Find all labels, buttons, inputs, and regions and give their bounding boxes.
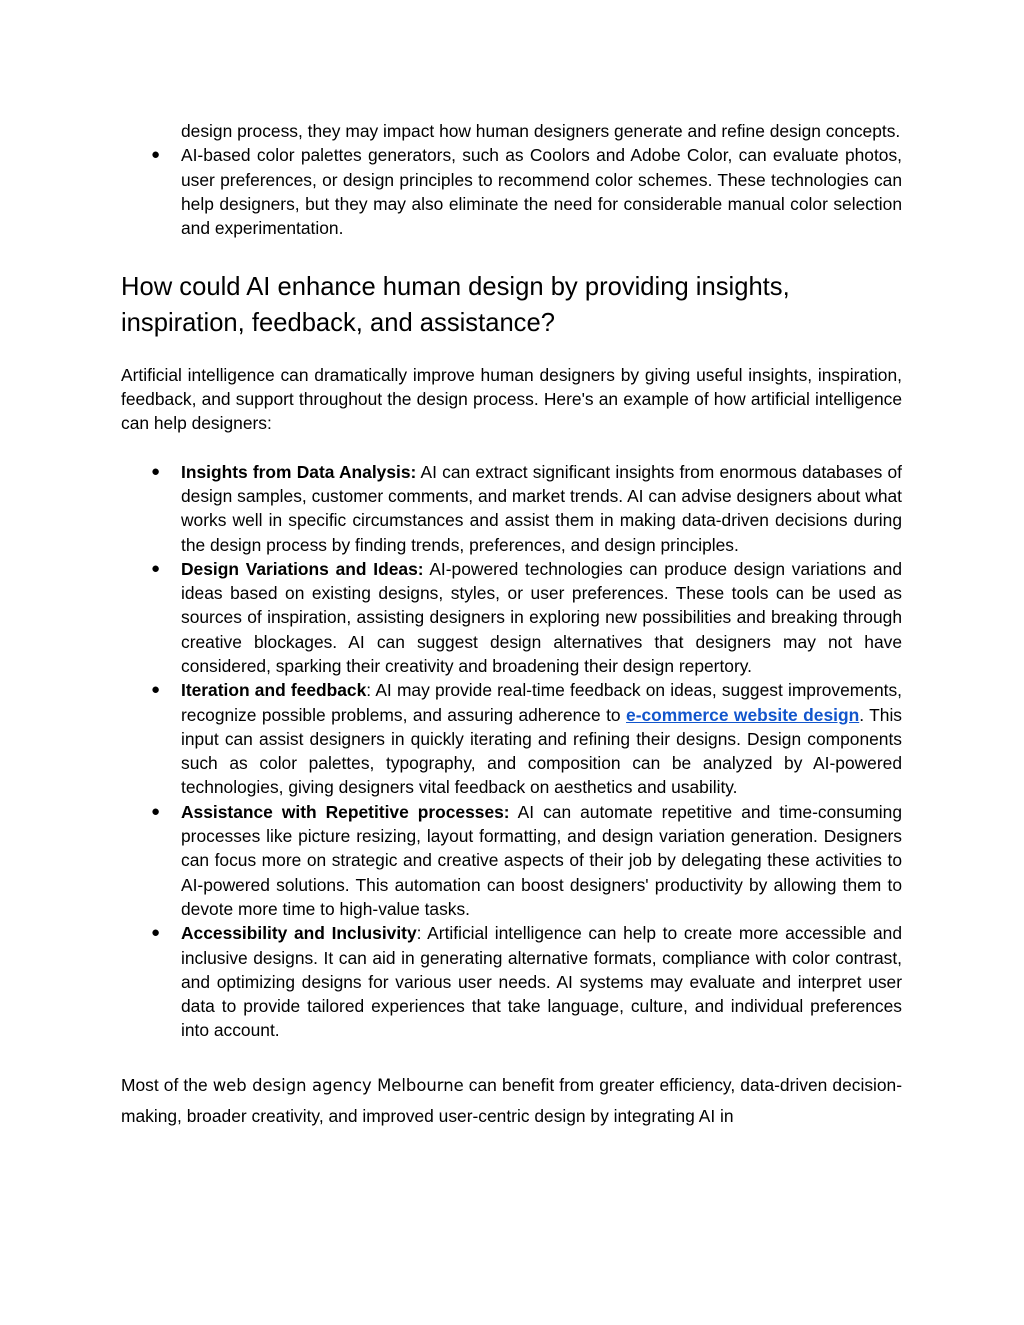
page-content bbox=[121, 119, 902, 1132]
bullet-icon: ● bbox=[151, 146, 161, 164]
item-title: Iteration and feedback bbox=[181, 680, 367, 701]
item-body-continued: . This input can assist designers in quickly iterating and refining their designs. Design components such as color palettes, typography, and composition can be analyzed by AI-powered technologies, giving designers vital feedback on aesthetics and usability. bbox=[181, 704, 903, 798]
list-item-accessibility bbox=[121, 921, 902, 1042]
item-body: AI can extract significant insights from enormous databases of design samples, customer comments, and market trends. AI can advise designers about what works well in specific circumstances and assist them in making data-driven decisions during the design process by finding trends, preferences, and design principles. bbox=[181, 461, 902, 555]
bullet-icon: ● bbox=[151, 559, 161, 577]
continuation-text: design process, they may impact how human designers generate and refine design concepts. bbox=[181, 121, 901, 141]
first-bullet-list bbox=[121, 143, 902, 240]
list-item bbox=[121, 143, 902, 240]
bullet-icon: ● bbox=[151, 802, 161, 820]
item-title: Design Variations and Ideas: bbox=[181, 558, 424, 579]
closing-text-end: can benefit from greater efficiency, data-driven decision-making, broader creativity, and improved user-centric design by integrating AI in bbox=[121, 1074, 903, 1126]
list-item-iteration bbox=[121, 678, 902, 799]
item-body: AI can automate repetitive and time-consuming processes like picture resizing, layout formatting, and design variation generation. Designers can focus more on strategic and creative aspects of their job by delegating these activities to AI-powered solutions. This automation can boost designers' productivity by allowing them to devote more time to high-value tasks. bbox=[181, 801, 902, 919]
item-body: : AI may provide real-time feedback on ideas, suggest improvements, recognize possible problems, and assuring adherence to bbox=[181, 680, 902, 725]
bullet-icon: ● bbox=[151, 681, 161, 699]
item-body: AI-powered technologies can produce design variations and ideas based on existing designs, styles, or user preferences. These tools can be used as sources of inspiration, assisting designers in exploring new possibilities and breaking through creative blockages. AI can suggest design alternatives that designers may not have considered, sparking their creativity and broadening their design repertory. bbox=[181, 558, 902, 676]
ecommerce-website-design-link[interactable]: e-commerce website design bbox=[626, 704, 860, 725]
intro-paragraph: Artificial intelligence can dramatically improve human designers by giving useful insights, inspiration, feedback, and support throughout the design process. Here's an example of how artificial intelligence can help designers: bbox=[121, 364, 902, 434]
list-item-text: AI-based color palettes generators, such as Coolors and Adobe Color, can evaluate photos, user preferences, or design principles to recommend color schemes. These technologies can help designers, but they may also eliminate the need for considerable manual color selection and experimentation. bbox=[181, 145, 902, 239]
list-item-assistance bbox=[121, 800, 902, 921]
item-title: Insights from Data Analysis: bbox=[181, 461, 417, 482]
closing-text-start: Most of the bbox=[121, 1074, 213, 1095]
agency-phrase: web design agency Melbourne bbox=[212, 1075, 464, 1095]
section-heading: How could AI enhance human design by providing insights, inspiration, feedback, and assistance? bbox=[121, 273, 790, 337]
item-title: Assistance with Repetitive processes: bbox=[181, 801, 510, 822]
list-item-insights bbox=[121, 460, 902, 557]
item-body: : Artificial intelligence can help to create more accessible and inclusive designs. It can aid in generating alternative formats, compliance with color contrast, and optimizing designs for various user needs. AI systems may evaluate and interpret user data to provide tailored experiences that take language, culture, and individual preferences into account. bbox=[181, 923, 902, 1041]
closing-paragraph bbox=[121, 1070, 902, 1132]
item-title: Accessibility and Inclusivity bbox=[181, 923, 417, 944]
list-item-variations bbox=[121, 557, 902, 678]
ai-benefits-list bbox=[121, 460, 902, 1043]
bullet-icon: ● bbox=[151, 924, 161, 942]
bullet-icon: ● bbox=[151, 462, 161, 480]
